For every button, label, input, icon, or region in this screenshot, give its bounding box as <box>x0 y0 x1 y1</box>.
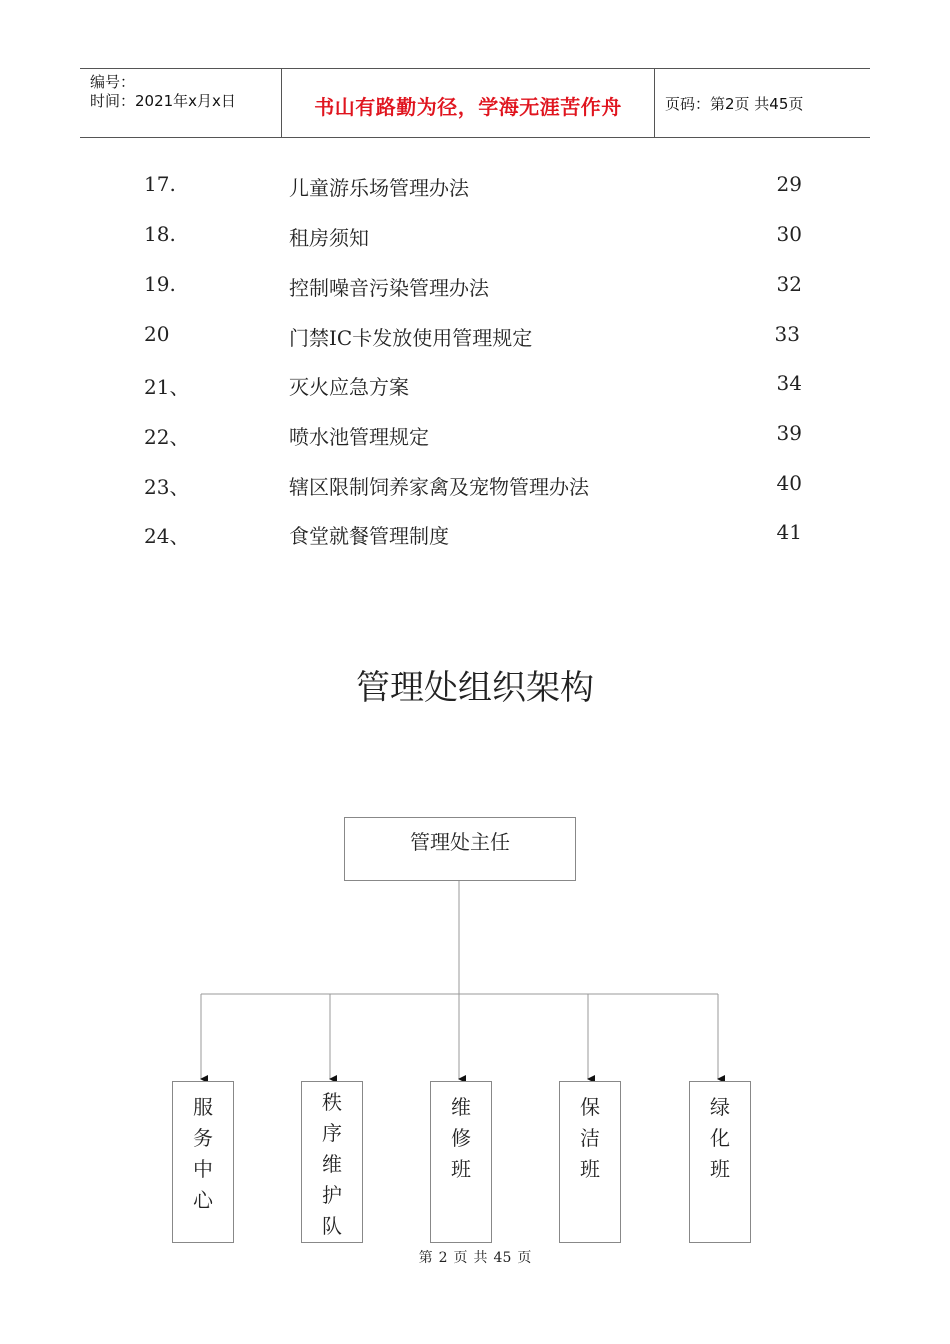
footer-suffix: 页 <box>517 1250 532 1266</box>
footer-prefix: 第 <box>418 1250 433 1266</box>
org-child-label <box>173 1092 233 1216</box>
org-label-char: 护 <box>322 1183 342 1207</box>
header-code-label: 编号： <box>90 73 136 91</box>
toc-title: 辖区限制饲养家禽及宠物管理办法 <box>289 475 589 499</box>
org-label-char: 修 <box>451 1126 471 1150</box>
header-time-label: 时间：2021年x月x日 <box>90 92 236 110</box>
org-label-char: 化 <box>710 1126 730 1150</box>
header-motto: 书山有路勤为径，学海无涯苦作舟 <box>314 95 622 119</box>
toc-number: 21、 <box>144 375 190 399</box>
org-label-char: 班 <box>580 1157 600 1181</box>
toc-title: 儿童游乐场管理办法 <box>289 176 469 200</box>
org-label-char: 保 <box>580 1095 600 1119</box>
org-label-char: 心 <box>193 1188 213 1212</box>
org-child-box <box>301 1081 363 1243</box>
org-chart-title: 管理处组织架构 <box>356 668 594 708</box>
org-label-char: 秩 <box>322 1090 342 1114</box>
toc-page: 29 <box>776 172 802 196</box>
toc-page: 32 <box>776 272 802 296</box>
org-child-label <box>560 1092 620 1185</box>
toc-title: 控制噪音污染管理办法 <box>289 276 489 300</box>
footer-total-prefix: 共 <box>473 1250 488 1266</box>
org-label-char: 服 <box>193 1095 213 1119</box>
org-label-char: 序 <box>322 1121 342 1145</box>
org-label-char: 维 <box>322 1152 342 1176</box>
footer-total-number: 45 <box>493 1250 512 1266</box>
toc-page: 40 <box>776 471 802 495</box>
toc-number: 22、 <box>144 425 190 449</box>
org-label-char: 洁 <box>580 1126 600 1150</box>
page-footer <box>0 1247 950 1267</box>
org-root-box <box>344 817 576 881</box>
toc-number: 18. <box>144 222 176 246</box>
org-child-box <box>172 1081 234 1243</box>
org-child-label <box>431 1092 491 1185</box>
org-label-char: 中 <box>193 1157 213 1181</box>
toc-page: 34 <box>776 371 802 395</box>
toc-title: 灭火应急方案 <box>289 375 409 399</box>
toc-title: 食堂就餐管理制度 <box>289 524 449 548</box>
org-child-box <box>559 1081 621 1243</box>
toc-number: 20 <box>144 322 170 346</box>
org-child-box <box>430 1081 492 1243</box>
toc-number: 23、 <box>144 475 190 499</box>
toc-page: 33 <box>774 322 800 346</box>
org-child-box <box>689 1081 751 1243</box>
org-label-char: 班 <box>710 1157 730 1181</box>
org-label-char: 队 <box>322 1214 342 1238</box>
toc-number: 24、 <box>144 524 190 548</box>
footer-page-unit: 页 <box>453 1250 468 1266</box>
org-label-char: 班 <box>451 1157 471 1181</box>
header-page-info: 页码：第2页 共45页 <box>665 95 804 113</box>
toc-page: 39 <box>776 421 802 445</box>
toc-title: 喷水池管理规定 <box>289 425 429 449</box>
org-child-label <box>690 1092 750 1185</box>
toc-title: 门禁IC卡发放使用管理规定 <box>289 326 533 350</box>
org-root-label: 管理处主任 <box>410 830 510 854</box>
org-child-label <box>302 1087 362 1242</box>
toc-page: 41 <box>776 520 802 544</box>
toc-number: 19. <box>144 272 176 296</box>
org-label-char: 绿 <box>710 1095 730 1119</box>
toc-number: 17. <box>144 172 176 196</box>
toc-title: 租房须知 <box>289 226 369 250</box>
org-label-char: 务 <box>193 1126 213 1150</box>
org-label-char: 维 <box>451 1095 471 1119</box>
footer-page-number: 2 <box>438 1250 448 1266</box>
toc-page: 30 <box>776 222 802 246</box>
